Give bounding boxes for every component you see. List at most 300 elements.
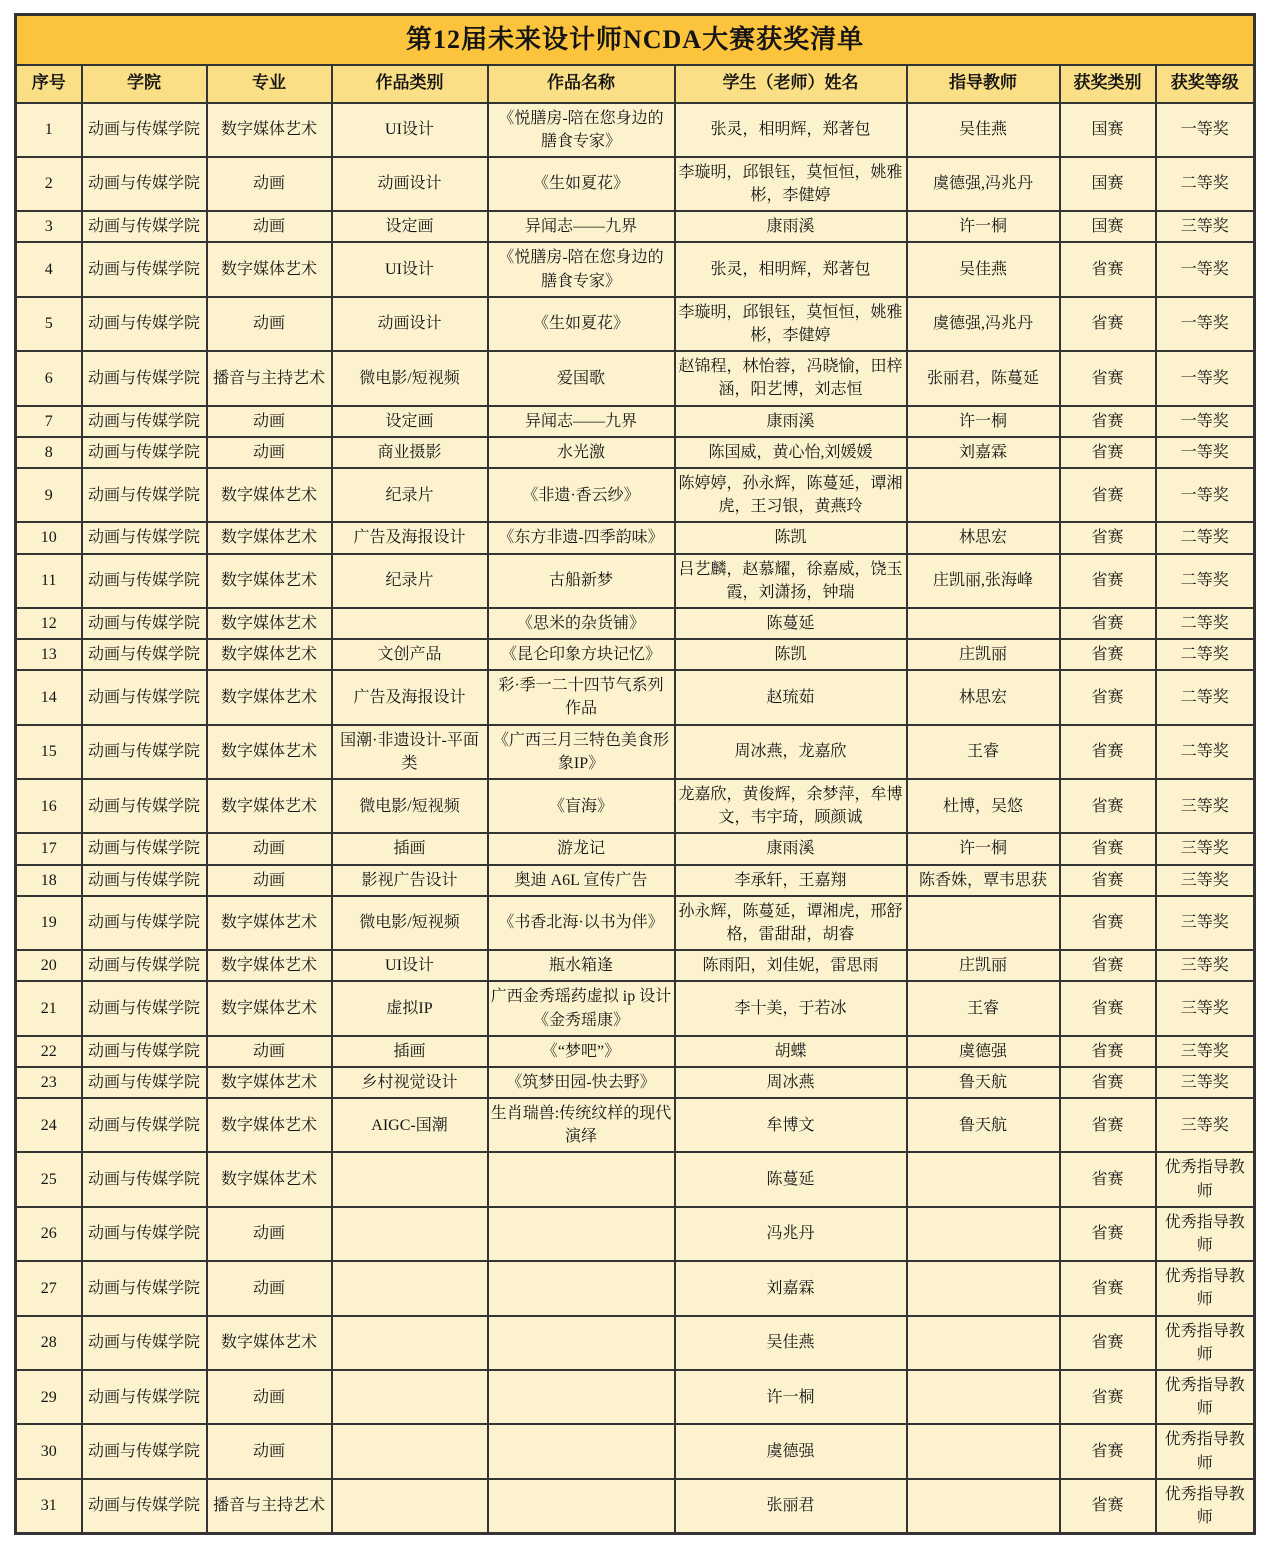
table-cell <box>907 1370 1060 1424</box>
table-cell: 4 <box>16 242 82 296</box>
table-cell: 播音与主持艺术 <box>207 351 332 405</box>
table-row <box>16 833 1255 864</box>
table-cell: 动画 <box>207 211 332 242</box>
table-cell: 动画与传媒学院 <box>82 1098 207 1152</box>
table-row <box>16 468 1255 522</box>
table-cell: 省赛 <box>1060 554 1156 608</box>
table-cell: 省赛 <box>1060 1152 1156 1206</box>
table-cell: 数字媒体艺术 <box>207 1316 332 1370</box>
table-cell: 22 <box>16 1036 82 1067</box>
table-cell: 瓶水箱逢 <box>488 950 675 981</box>
table-cell: 设定画 <box>332 406 488 437</box>
table-cell: 动画与传媒学院 <box>82 1067 207 1098</box>
table-cell: 动画与传媒学院 <box>82 1036 207 1067</box>
table-cell: 三等奖 <box>1156 865 1255 896</box>
table-cell: 彩·季一二十四节气系列作品 <box>488 670 675 724</box>
table-cell: 优秀指导教师 <box>1156 1479 1255 1534</box>
table-cell: 三等奖 <box>1156 896 1255 950</box>
table-row <box>16 1370 1255 1424</box>
table-cell: 数字媒体艺术 <box>207 554 332 608</box>
table-cell: 奥迪 A6L 宣传广告 <box>488 865 675 896</box>
table-cell: 省赛 <box>1060 670 1156 724</box>
table-cell: 省赛 <box>1060 981 1156 1035</box>
table-cell: 优秀指导教师 <box>1156 1207 1255 1261</box>
table-cell: 动画 <box>207 833 332 864</box>
table-cell <box>332 1370 488 1424</box>
table-cell <box>332 1261 488 1315</box>
table-cell: 赵锦程，林怡蓉，冯晓愉，田梓涵，阳艺博，刘志恒 <box>675 351 907 405</box>
header-row <box>16 65 1255 103</box>
table-cell: 《书香北海·以书为伴》 <box>488 896 675 950</box>
table-cell: 省赛 <box>1060 639 1156 670</box>
table-cell: 陈香姝，覃韦思获 <box>907 865 1060 896</box>
table-cell: 动画与传媒学院 <box>82 670 207 724</box>
table-cell: 动画与传媒学院 <box>82 468 207 522</box>
table-cell: 二等奖 <box>1156 522 1255 553</box>
table-cell: 一等奖 <box>1156 468 1255 522</box>
table-cell: 虞德强 <box>675 1424 907 1478</box>
table-row <box>16 297 1255 351</box>
table-cell: 18 <box>16 865 82 896</box>
table-cell: UI设计 <box>332 242 488 296</box>
table-cell: 动画与传媒学院 <box>82 211 207 242</box>
table-cell: 动画与传媒学院 <box>82 1261 207 1315</box>
table-cell: 9 <box>16 468 82 522</box>
table-cell: 广告及海报设计 <box>332 670 488 724</box>
table-cell: 三等奖 <box>1156 1098 1255 1152</box>
table-cell: 15 <box>16 725 82 779</box>
table-cell: 生肖瑞兽:传统纹样的现代演绎 <box>488 1098 675 1152</box>
table-cell: 牟博文 <box>675 1098 907 1152</box>
table-cell: 数字媒体艺术 <box>207 670 332 724</box>
table-cell <box>488 1207 675 1261</box>
table-cell: 《生如夏花》 <box>488 157 675 211</box>
table-row <box>16 608 1255 639</box>
table-cell: 微电影/短视频 <box>332 351 488 405</box>
table-cell: UI设计 <box>332 950 488 981</box>
table-cell: 异闻志——九界 <box>488 406 675 437</box>
table-cell: 陈凯 <box>675 522 907 553</box>
column-header: 序号 <box>16 65 82 103</box>
table-cell: 16 <box>16 779 82 833</box>
table-cell: 《悦膳房-陪在您身边的膳食专家》 <box>488 103 675 157</box>
table-cell: 陈婷婷，孙永辉，陈蔓延，谭湘虎，王习银，黄燕玲 <box>675 468 907 522</box>
table-cell: 吴佳燕 <box>907 103 1060 157</box>
table-row <box>16 670 1255 724</box>
table-cell: 优秀指导教师 <box>1156 1152 1255 1206</box>
table-cell: 文创产品 <box>332 639 488 670</box>
table-cell: 庄凯丽 <box>907 639 1060 670</box>
table-cell: 二等奖 <box>1156 639 1255 670</box>
table-cell: 动画 <box>207 157 332 211</box>
table-cell: 动画与传媒学院 <box>82 297 207 351</box>
table-cell: 数字媒体艺术 <box>207 981 332 1035</box>
table-cell: 《悦膳房-陪在您身边的膳食专家》 <box>488 242 675 296</box>
table-cell: 动画与传媒学院 <box>82 1424 207 1478</box>
table-cell: 28 <box>16 1316 82 1370</box>
table-cell: 周冰燕 <box>675 1067 907 1098</box>
table-cell: 数字媒体艺术 <box>207 522 332 553</box>
table-row <box>16 1207 1255 1261</box>
table-cell: 优秀指导教师 <box>1156 1316 1255 1370</box>
table-cell: 广西金秀瑶药虚拟 ip 设计《金秀瑶康》 <box>488 981 675 1035</box>
table-row <box>16 865 1255 896</box>
column-header: 获奖类别 <box>1060 65 1156 103</box>
table-cell: 数字媒体艺术 <box>207 1098 332 1152</box>
table-cell: 省赛 <box>1060 406 1156 437</box>
table-cell: 11 <box>16 554 82 608</box>
table-cell: 24 <box>16 1098 82 1152</box>
table-row <box>16 725 1255 779</box>
table-cell: 虞德强,冯兆丹 <box>907 297 1060 351</box>
table-cell <box>332 1424 488 1478</box>
page-title: 第12届未来设计师NCDA大赛获奖清单 <box>16 15 1255 65</box>
table-cell: 二等奖 <box>1156 670 1255 724</box>
table-cell: 许一桐 <box>907 406 1060 437</box>
table-cell: 庄凯丽,张海峰 <box>907 554 1060 608</box>
table-cell: 播音与主持艺术 <box>207 1479 332 1534</box>
table-cell: 许一桐 <box>675 1370 907 1424</box>
table-cell: 水光激 <box>488 437 675 468</box>
table-cell: 鲁天航 <box>907 1067 1060 1098</box>
table-cell: 省赛 <box>1060 1036 1156 1067</box>
title-row <box>16 15 1255 65</box>
table-row <box>16 522 1255 553</box>
table-cell: 国赛 <box>1060 103 1156 157</box>
table-cell: 一等奖 <box>1156 437 1255 468</box>
column-header: 获奖等级 <box>1156 65 1255 103</box>
table-cell: 省赛 <box>1060 1098 1156 1152</box>
table-cell: 乡村视觉设计 <box>332 1067 488 1098</box>
table-cell: 一等奖 <box>1156 351 1255 405</box>
table-row <box>16 437 1255 468</box>
table-cell: 数字媒体艺术 <box>207 639 332 670</box>
table-cell <box>332 1479 488 1534</box>
table-cell: 赵琉茹 <box>675 670 907 724</box>
table-cell: 5 <box>16 297 82 351</box>
table-cell: 30 <box>16 1424 82 1478</box>
table-cell: 动画设计 <box>332 297 488 351</box>
table-cell: 异闻志——九界 <box>488 211 675 242</box>
table-cell: 省赛 <box>1060 950 1156 981</box>
table-cell <box>488 1152 675 1206</box>
table-cell: 动画与传媒学院 <box>82 1152 207 1206</box>
table-cell: 17 <box>16 833 82 864</box>
table-cell: 一等奖 <box>1156 406 1255 437</box>
table-cell: 数字媒体艺术 <box>207 779 332 833</box>
table-cell: 二等奖 <box>1156 157 1255 211</box>
table-cell: 孙永辉，陈蔓延，谭湘虎，邢舒格，雷甜甜，胡睿 <box>675 896 907 950</box>
table-row <box>16 242 1255 296</box>
table-cell <box>488 1261 675 1315</box>
table-cell: 数字媒体艺术 <box>207 608 332 639</box>
table-row <box>16 1479 1255 1534</box>
table-cell: 省赛 <box>1060 522 1156 553</box>
table-cell: 广告及海报设计 <box>332 522 488 553</box>
table-cell: UI设计 <box>332 103 488 157</box>
table-cell: 设定画 <box>332 211 488 242</box>
table-cell: 动画与传媒学院 <box>82 1207 207 1261</box>
table-cell: 省赛 <box>1060 1370 1156 1424</box>
table-cell: 13 <box>16 639 82 670</box>
table-cell: 《生如夏花》 <box>488 297 675 351</box>
table-cell: 省赛 <box>1060 1424 1156 1478</box>
table-cell: 三等奖 <box>1156 779 1255 833</box>
table-cell <box>907 608 1060 639</box>
table-cell: 一等奖 <box>1156 297 1255 351</box>
table-cell: 三等奖 <box>1156 950 1255 981</box>
table-cell <box>332 1152 488 1206</box>
table-cell: 影视广告设计 <box>332 865 488 896</box>
table-cell: 动画与传媒学院 <box>82 437 207 468</box>
table-cell: 动画 <box>207 1370 332 1424</box>
column-header: 学生（老师）姓名 <box>675 65 907 103</box>
table-cell: 游龙记 <box>488 833 675 864</box>
table-cell: 21 <box>16 981 82 1035</box>
table-cell: 省赛 <box>1060 1261 1156 1315</box>
table-cell: 许一桐 <box>907 833 1060 864</box>
table-row <box>16 157 1255 211</box>
table-cell <box>907 1207 1060 1261</box>
table-cell: 二等奖 <box>1156 554 1255 608</box>
table-cell: 省赛 <box>1060 1207 1156 1261</box>
table-cell: 插画 <box>332 833 488 864</box>
table-cell <box>488 1424 675 1478</box>
table-cell: 林思宏 <box>907 670 1060 724</box>
table-cell: 29 <box>16 1370 82 1424</box>
table-cell <box>907 1316 1060 1370</box>
table-cell: 省赛 <box>1060 725 1156 779</box>
table-cell: 纪录片 <box>332 554 488 608</box>
table-cell <box>332 1316 488 1370</box>
table-cell: 省赛 <box>1060 468 1156 522</box>
table-cell: 陈凯 <box>675 639 907 670</box>
table-cell: 动画 <box>207 1207 332 1261</box>
table-cell <box>907 1479 1060 1534</box>
table-cell: 动画与传媒学院 <box>82 833 207 864</box>
table-cell: 动画与传媒学院 <box>82 351 207 405</box>
column-header: 指导教师 <box>907 65 1060 103</box>
table-cell: 省赛 <box>1060 896 1156 950</box>
table-cell: 动画设计 <box>332 157 488 211</box>
table-cell: 微电影/短视频 <box>332 779 488 833</box>
table-cell: 6 <box>16 351 82 405</box>
table-cell: 省赛 <box>1060 833 1156 864</box>
table-cell: 动画 <box>207 1261 332 1315</box>
table-cell: 张灵，相明辉，郑著包 <box>675 103 907 157</box>
table-cell: 数字媒体艺术 <box>207 468 332 522</box>
table-cell: 12 <box>16 608 82 639</box>
table-cell: 动画与传媒学院 <box>82 865 207 896</box>
table-cell: 23 <box>16 1067 82 1098</box>
table-cell: 数字媒体艺术 <box>207 725 332 779</box>
table-cell <box>907 1261 1060 1315</box>
table-cell: 25 <box>16 1152 82 1206</box>
table-cell: 《“梦吧”》 <box>488 1036 675 1067</box>
table-cell: 1 <box>16 103 82 157</box>
table-cell: 14 <box>16 670 82 724</box>
table-cell: 李承轩，王嘉翔 <box>675 865 907 896</box>
table-cell: 7 <box>16 406 82 437</box>
table-row <box>16 351 1255 405</box>
table-cell <box>907 468 1060 522</box>
table-cell: 鲁天航 <box>907 1098 1060 1152</box>
table-cell: 虞德强,冯兆丹 <box>907 157 1060 211</box>
table-cell: 周冰燕，龙嘉欣 <box>675 725 907 779</box>
table-cell: 3 <box>16 211 82 242</box>
table-cell: 省赛 <box>1060 1316 1156 1370</box>
table-cell: 动画与传媒学院 <box>82 103 207 157</box>
table-cell: 杜博，吴悠 <box>907 779 1060 833</box>
table-cell: 王睿 <box>907 725 1060 779</box>
table-cell <box>907 896 1060 950</box>
table-cell: 动画与传媒学院 <box>82 157 207 211</box>
table-cell: 动画与传媒学院 <box>82 242 207 296</box>
table-row <box>16 1098 1255 1152</box>
table-cell: 动画与传媒学院 <box>82 639 207 670</box>
table-cell: 二等奖 <box>1156 608 1255 639</box>
column-header: 专业 <box>207 65 332 103</box>
table-cell: 《昆仑印象方块记忆》 <box>488 639 675 670</box>
column-header: 作品类别 <box>332 65 488 103</box>
table-cell: 国赛 <box>1060 157 1156 211</box>
table-cell: 《思米的杂货铺》 <box>488 608 675 639</box>
table-cell: 王睿 <box>907 981 1060 1035</box>
table-cell: 动画 <box>207 1036 332 1067</box>
table-cell: 插画 <box>332 1036 488 1067</box>
table-cell: 省赛 <box>1060 297 1156 351</box>
table-cell: 数字媒体艺术 <box>207 103 332 157</box>
table-cell: 李璇明，邱银钰，莫恒恒，姚雅彬，李健婷 <box>675 297 907 351</box>
table-row <box>16 1036 1255 1067</box>
table-cell: 省赛 <box>1060 779 1156 833</box>
table-cell: 省赛 <box>1060 437 1156 468</box>
table-cell: 刘嘉霖 <box>675 1261 907 1315</box>
table-cell: 康雨溪 <box>675 211 907 242</box>
table-row <box>16 1261 1255 1315</box>
table-cell: 陈蔓延 <box>675 1152 907 1206</box>
table-cell: 龙嘉欣，黄俊辉，余梦萍，牟博文，韦宇琦，顾颜诚 <box>675 779 907 833</box>
table-cell <box>488 1316 675 1370</box>
table-cell: 虞德强 <box>907 1036 1060 1067</box>
table-cell: 吴佳燕 <box>675 1316 907 1370</box>
column-header: 作品名称 <box>488 65 675 103</box>
table-cell: 微电影/短视频 <box>332 896 488 950</box>
table-cell: 动画 <box>207 437 332 468</box>
table-cell: 数字媒体艺术 <box>207 242 332 296</box>
table-cell <box>907 1424 1060 1478</box>
table-cell: 动画 <box>207 406 332 437</box>
table-row <box>16 950 1255 981</box>
table-cell: 三等奖 <box>1156 1067 1255 1098</box>
table-cell: 国潮·非遗设计-平面类 <box>332 725 488 779</box>
table-cell: 陈国威，黄心怡,刘媛媛 <box>675 437 907 468</box>
column-header: 学院 <box>82 65 207 103</box>
table-cell: 康雨溪 <box>675 406 907 437</box>
table-cell: 省赛 <box>1060 351 1156 405</box>
table-cell: 省赛 <box>1060 1479 1156 1534</box>
table-cell: 数字媒体艺术 <box>207 950 332 981</box>
table-cell: 三等奖 <box>1156 833 1255 864</box>
table-cell: AIGC-国潮 <box>332 1098 488 1152</box>
table-cell: 张丽君，陈蔓延 <box>907 351 1060 405</box>
table-cell: 刘嘉霖 <box>907 437 1060 468</box>
table-cell: 10 <box>16 522 82 553</box>
table-cell: 动画与传媒学院 <box>82 554 207 608</box>
table-cell: 李十美，于若冰 <box>675 981 907 1035</box>
table-cell: 许一桐 <box>907 211 1060 242</box>
table-cell: 20 <box>16 950 82 981</box>
table-cell: 动画与传媒学院 <box>82 896 207 950</box>
table-cell: 胡蝶 <box>675 1036 907 1067</box>
table-cell: 31 <box>16 1479 82 1534</box>
table-head <box>16 15 1255 103</box>
table-cell: 吕艺麟，赵慕耀，徐嘉威，饶玉霞，刘潇扬，钟瑞 <box>675 554 907 608</box>
table-cell: 虚拟IP <box>332 981 488 1035</box>
table-cell: 动画 <box>207 297 332 351</box>
table-row <box>16 103 1255 157</box>
table-row <box>16 639 1255 670</box>
table-row <box>16 1316 1255 1370</box>
table-cell: 动画 <box>207 1424 332 1478</box>
table-cell: 张灵，相明辉，郑著包 <box>675 242 907 296</box>
table-body <box>16 103 1255 1534</box>
table-cell: 动画与传媒学院 <box>82 981 207 1035</box>
table-cell: 二等奖 <box>1156 725 1255 779</box>
table-cell: 动画与传媒学院 <box>82 522 207 553</box>
table-row <box>16 406 1255 437</box>
table-cell: 动画与传媒学院 <box>82 779 207 833</box>
table-cell: 纪录片 <box>332 468 488 522</box>
table-cell: 动画 <box>207 865 332 896</box>
table-cell: 26 <box>16 1207 82 1261</box>
award-table <box>14 13 1256 1535</box>
table-cell: 国赛 <box>1060 211 1156 242</box>
table-cell: 一等奖 <box>1156 103 1255 157</box>
table-cell <box>488 1370 675 1424</box>
table-cell: 19 <box>16 896 82 950</box>
table-cell: 三等奖 <box>1156 981 1255 1035</box>
table-cell: 张丽君 <box>675 1479 907 1534</box>
table-cell: 一等奖 <box>1156 242 1255 296</box>
table-cell: 数字媒体艺术 <box>207 1152 332 1206</box>
table-cell: 三等奖 <box>1156 1036 1255 1067</box>
table-cell: 动画与传媒学院 <box>82 1370 207 1424</box>
table-cell: 陈雨阳，刘佳妮，雷思雨 <box>675 950 907 981</box>
table-cell: 《盲海》 <box>488 779 675 833</box>
table-cell <box>332 1207 488 1261</box>
table-cell: 数字媒体艺术 <box>207 1067 332 1098</box>
table-cell: 省赛 <box>1060 865 1156 896</box>
table-row <box>16 1152 1255 1206</box>
table-cell: 《筑梦田园-快去野》 <box>488 1067 675 1098</box>
table-cell <box>488 1479 675 1534</box>
table-cell: 康雨溪 <box>675 833 907 864</box>
table-cell: 优秀指导教师 <box>1156 1261 1255 1315</box>
table-cell: 古船新梦 <box>488 554 675 608</box>
table-cell: 《非遗·香云纱》 <box>488 468 675 522</box>
table-row <box>16 1424 1255 1478</box>
table-row <box>16 779 1255 833</box>
table-cell: 省赛 <box>1060 242 1156 296</box>
table-cell: 动画与传媒学院 <box>82 1316 207 1370</box>
table-cell: 数字媒体艺术 <box>207 896 332 950</box>
table-cell: 庄凯丽 <box>907 950 1060 981</box>
table-row <box>16 896 1255 950</box>
table-row <box>16 211 1255 242</box>
table-cell: 爱国歌 <box>488 351 675 405</box>
table-cell: 27 <box>16 1261 82 1315</box>
